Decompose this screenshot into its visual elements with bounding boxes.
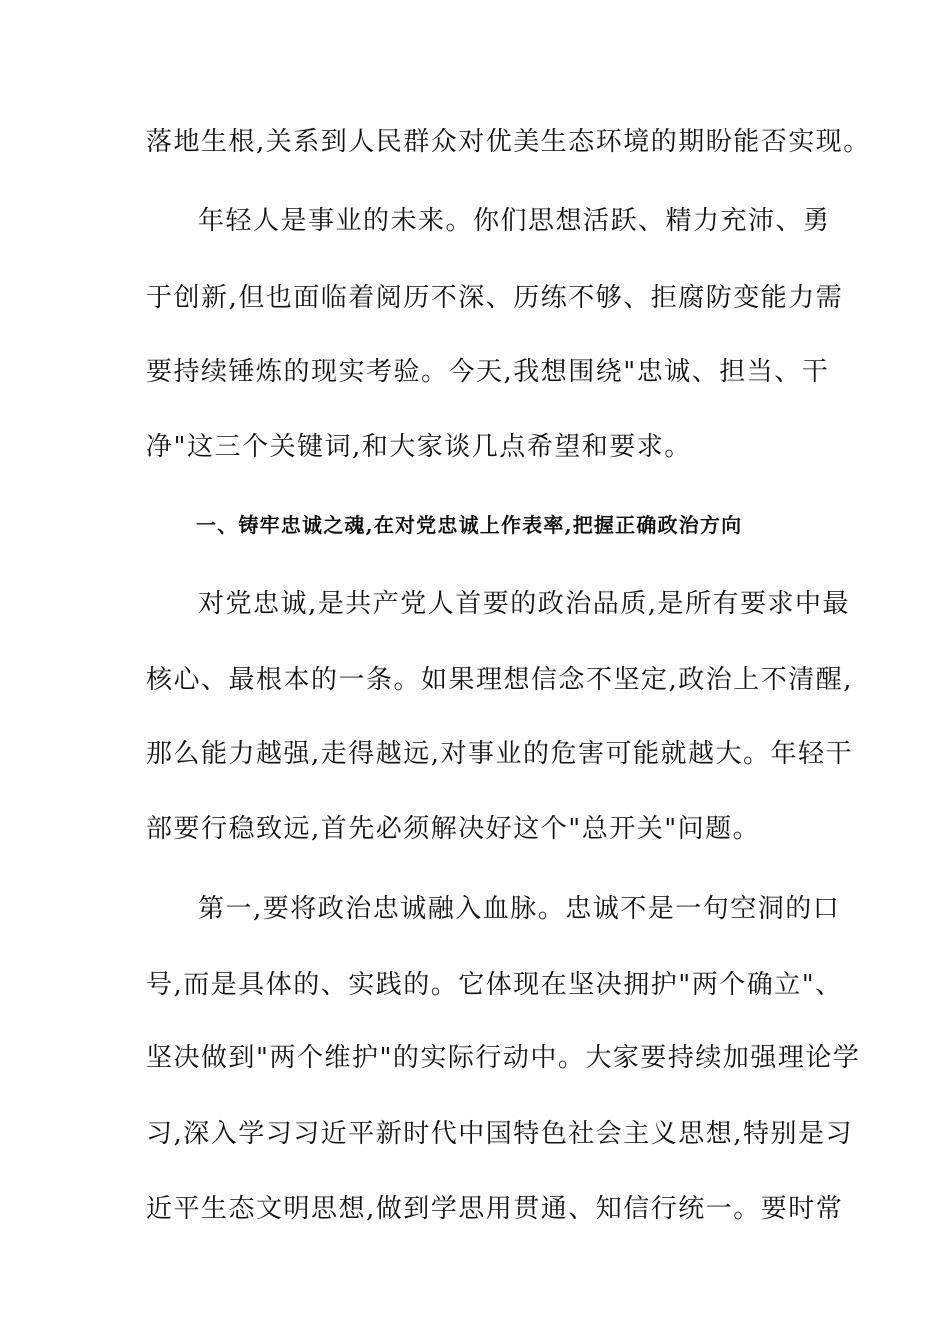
paragraph-line: 年轻人是事业的未来。你们思想活跃、精力充沛、勇 bbox=[198, 206, 831, 236]
paragraph-line: 那么能力越强,走得越远,对事业的危害可能就越大。年轻干 bbox=[146, 739, 854, 769]
paragraph-line: 坚决做到"两个维护"的实际行动中。大家要持续加强理论学 bbox=[146, 1043, 861, 1073]
paragraph-line: 于创新,但也面临着阅历不深、历练不够、拒腐防变能力需 bbox=[146, 283, 844, 313]
paragraph-line: 习,深入学习习近平新时代中国特色社会主义思想,特别是习 bbox=[146, 1119, 854, 1149]
paragraph-line: 号,而是具体的、实践的。它体现在坚决拥护"两个确立"、 bbox=[146, 970, 843, 1000]
paragraph-line: 落地生根,关系到人民群众对优美生态环境的期盼能否实现。 bbox=[146, 127, 871, 157]
paragraph-line: 部要行稳致远,首先必须解决好这个"总开关"问题。 bbox=[146, 814, 761, 844]
section-heading: 一、铸牢忠诚之魂,在对党忠诚上作表率,把握正确政治方向 bbox=[196, 513, 743, 537]
paragraph-line: 第一,要将政治忠诚融入血脉。忠诚不是一句空洞的口 bbox=[198, 894, 841, 924]
paragraph-line: 对党忠诚,是共产党人首要的政治品质,是所有要求中最 bbox=[198, 589, 851, 619]
paragraph-line: 要持续锤炼的现实考验。今天,我想围绕"忠诚、担当、干 bbox=[146, 357, 830, 387]
paragraph-line: 近平生态文明思想,做到学思用贯通、知信行统一。要时常 bbox=[146, 1194, 844, 1224]
paragraph-line: 净"这三个关键词,和大家谈几点希望和要求。 bbox=[146, 432, 692, 462]
paragraph-line: 核心、最根本的一条。如果理想信念不坚定,政治上不清醒, bbox=[146, 665, 854, 695]
